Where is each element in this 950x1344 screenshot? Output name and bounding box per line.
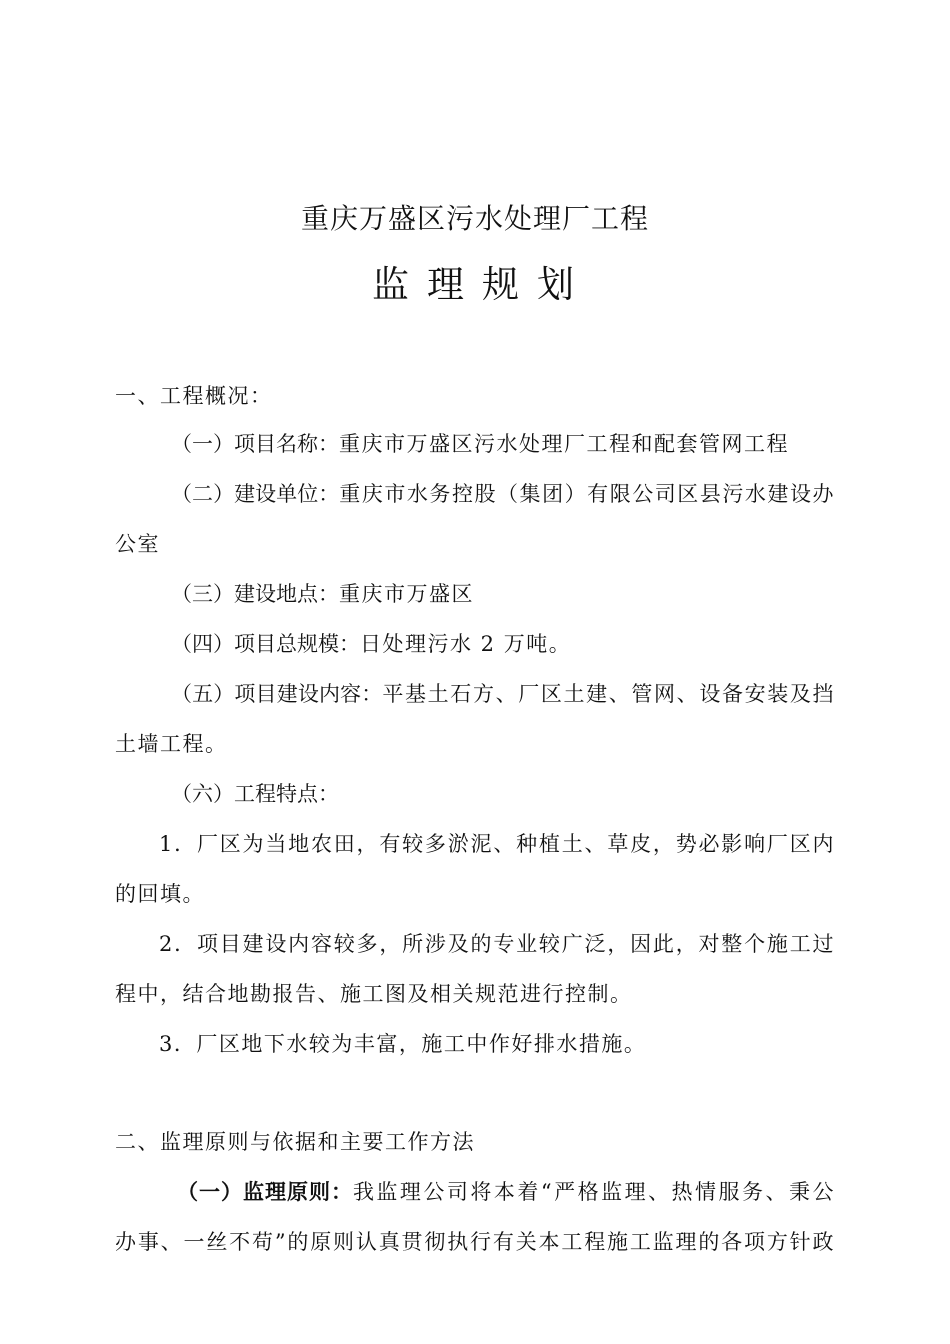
document-subtitle: 监理规划 [372,263,592,306]
item-text: 重庆市万盛区 [339,582,474,606]
item-builder [115,476,835,512]
feature-continuation: 的回填。 [115,882,205,906]
item-label: （一）监理原则： [177,1180,353,1204]
feature-continuation: 程中，结合地勘报告、施工图及相关规范进行控制。 [115,982,633,1006]
item-location [115,576,835,612]
feature-item: 3．厂区地下水较为丰富，施工中作好排水措施。 [159,1032,647,1056]
item-project-name [115,426,835,462]
item-continuation: 公室 [115,532,160,556]
feature-item: 1．厂区为当地农田，有较多淤泥、种植土、草皮，势必影响厂区内 [159,832,835,856]
item-label: （一）项目名称： [171,432,339,456]
item-principle [115,1174,835,1210]
section-heading: 一、工程概况： [115,384,273,408]
item-label: （二）建设单位： [171,482,340,506]
document-title: 重庆万盛区污水处理厂工程 [300,202,649,235]
item-label: （四）项目总规模： [171,632,360,656]
feature-item: 2．项目建设内容较多，所涉及的专业较广泛，因此，对整个施工过 [159,932,835,956]
item-continuation: 土墙工程。 [115,732,228,756]
section-heading: 二、监理原则与依据和主要工作方法 [115,1130,475,1154]
item-label: （三）建设地点： [171,582,339,606]
item-features [115,776,835,812]
item-label: （六）工程特点： [171,782,339,806]
item-text: 重庆市水务控股（集团）有限公司区县污水建设办 [339,482,835,506]
item-text: 我监理公司将本着“严格监理、热情服务、秉公 [352,1180,835,1204]
item-scope [115,676,835,712]
item-continuation: 办事、一丝不苟”的原则认真贯彻执行有关本工程施工监理的各项方针政 [115,1230,835,1254]
item-label: （五）项目建设内容： [171,682,383,706]
item-text: 重庆市万盛区污水处理厂工程和配套管网工程 [339,432,789,456]
item-text: 平基土石方、厂区土建、管网、设备安装及挡 [382,682,835,706]
item-text: 日处理污水 2 万吨。 [360,632,572,656]
item-scale [115,626,835,662]
